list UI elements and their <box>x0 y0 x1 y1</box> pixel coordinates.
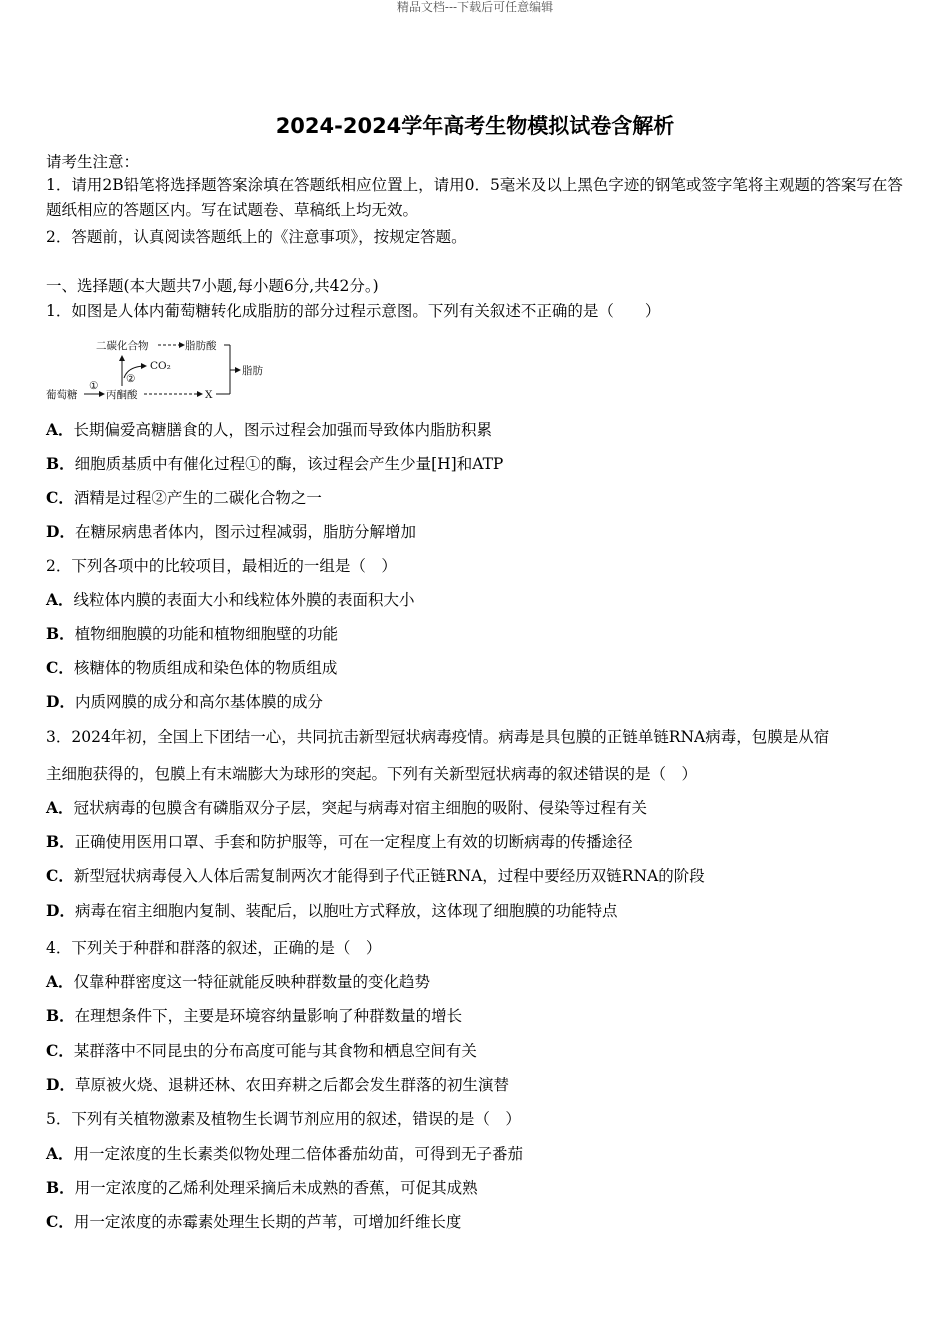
question-2-option-a: A．线粒体内膜的表面大小和线粒体外膜的表面积大小 <box>46 590 415 609</box>
diagram-two-carbon-label: 二碳化合物 <box>96 340 149 352</box>
question-2-option-b: B．植物细胞膜的功能和植物细胞壁的功能 <box>46 624 339 643</box>
question-4-option-b: B．在理想条件下，主要是环境容纳量影响了种群数量的增长 <box>46 1006 463 1025</box>
diagram-step1-label: ① <box>89 380 99 392</box>
diagram-step2-label: ② <box>126 373 136 385</box>
question-4-option-a: A．仅靠种群密度这一特征就能反映种群数量的变化趋势 <box>46 972 431 991</box>
notice-heading: 请考生注意： <box>46 153 140 171</box>
notice-item-2: 2．答题前，认真阅读答题纸上的《注意事项》，按规定答题。 <box>46 228 467 246</box>
question-5-option-c: C．用一定浓度的赤霉素处理生长期的芦苇，可增加纤维长度 <box>46 1212 462 1231</box>
question-1-option-c: C．酒精是过程②产生的二碳化合物之一 <box>46 488 322 507</box>
document-title: 2024-2024学年高考生物模拟试卷含解析 <box>275 114 675 138</box>
question-2-option-c: C．核糖体的物质组成和染色体的物质组成 <box>46 658 338 677</box>
question-1-option-d: D．在糖尿病患者体内，图示过程减弱，脂肪分解增加 <box>46 522 416 541</box>
question-4-option-c: C．某群落中不同昆虫的分布高度可能与其食物和栖息空间有关 <box>46 1041 477 1060</box>
section-heading: 一、选择题(本大题共7小题,每小题6分,共42分。) <box>46 277 379 295</box>
question-1-stem: 1．如图是人体内葡萄糖转化成脂肪的部分过程示意图。下列有关叙述不正确的是（ ） <box>46 302 661 320</box>
diagram-co2-label: CO₂ <box>150 360 171 372</box>
question-3-option-d: D．病毒在宿主细胞内复制、装配后，以胞吐方式释放，这体现了细胞膜的功能特点 <box>46 901 618 920</box>
question-2-stem: 2．下列各项中的比较项目，最相近的一组是（ ） <box>46 557 397 575</box>
diagram-x-label: X <box>205 389 213 401</box>
question-3-option-a: A．冠状病毒的包膜含有磷脂双分子层，突起与病毒对宿主细胞的吸附、侵染等过程有关 <box>46 798 648 817</box>
question-3-stem-line1: 3．2024年初，全国上下团结一心，共同抗击新型冠状病毒疫情。病毒是具包膜的正链单链RNA病毒，包膜是从宿 <box>46 728 830 746</box>
question-4-option-d: D．草原被火烧、退耕还林、农田弃耕之后都会发生群落的初生演替 <box>46 1075 509 1094</box>
diagram-fat-label: 脂肪 <box>242 365 263 377</box>
question-1-option-b: B．细胞质基质中有催化过程①的酶，该过程会产生少量[H]和ATP <box>46 454 504 473</box>
question-1-option-a: A．长期偏爱高糖膳食的人，图示过程会加强而导致体内脂肪积累 <box>46 420 493 439</box>
question-4-stem: 4．下列关于种群和群落的叙述，正确的是（ ） <box>46 939 382 957</box>
diagram-glucose-label: 葡萄糖 <box>46 389 78 401</box>
question-3-stem-line2: 主细胞获得的，包膜上有末端膨大为球形的突起。下列有关新型冠状病毒的叙述错误的是（ ） <box>46 765 698 783</box>
question-3-option-c: C．新型冠状病毒侵入人体后需复制两次才能得到子代正链RNA，过程中要经历双链RNA的阶段 <box>46 866 705 885</box>
question-3-option-b: B．正确使用医用口罩、手套和防护服等，可在一定程度上有效的切断病毒的传播途径 <box>46 832 633 851</box>
glucose-to-fat-diagram <box>44 334 284 414</box>
question-5-option-a: A．用一定浓度的生长素类似物处理二倍体番茄幼苗，可得到无子番茄 <box>46 1144 524 1163</box>
diagram-fatty-acid-label: 脂肪酸 <box>185 340 217 352</box>
notice-item-1: 1．请用2B铅笔将选择题答案涂填在答题纸相应位置上，请用0．5毫米及以上黑色字迹的钢笔或签字笔将主观题的答案写在答题纸相应的答题区内。写在试题卷、草稿纸上均无效。 <box>46 176 903 219</box>
header-note: 精品文档---下载后可任意编辑 <box>396 0 554 14</box>
question-5-stem: 5．下列有关植物激素及植物生长调节剂应用的叙述，错误的是（ ） <box>46 1110 521 1128</box>
diagram-pyruvate-label: 丙酮酸 <box>106 389 138 401</box>
question-5-option-b: B．用一定浓度的乙烯利处理采摘后未成熟的香蕉，可促其成熟 <box>46 1178 478 1197</box>
question-2-option-d: D．内质网膜的成分和高尔基体膜的成分 <box>46 692 323 711</box>
